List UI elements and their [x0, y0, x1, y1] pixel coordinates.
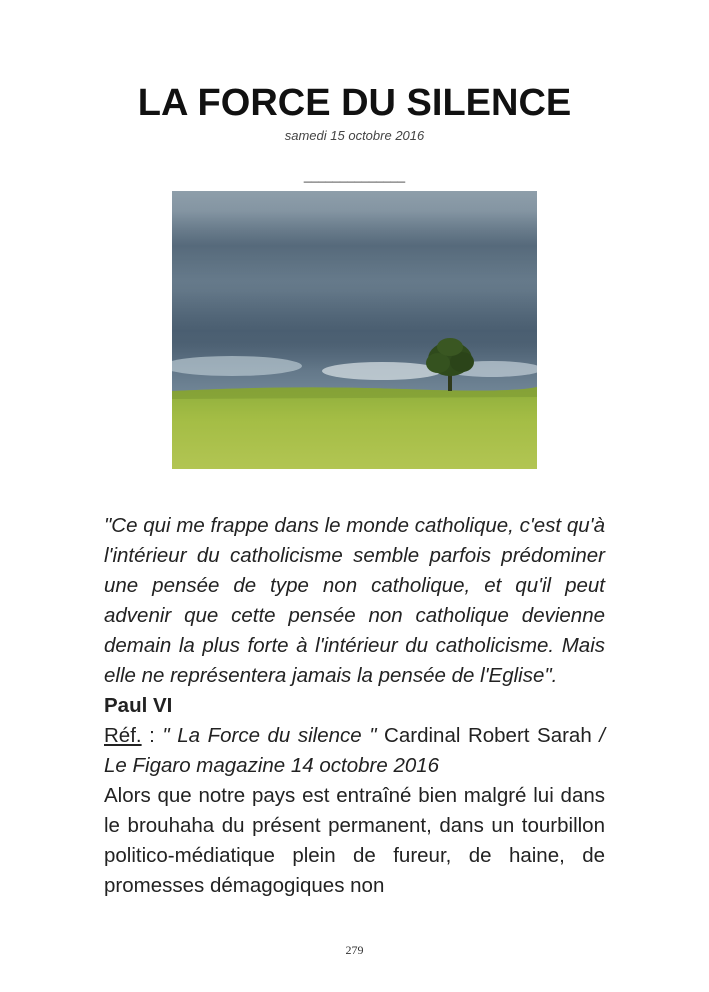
page-number: 279: [345, 943, 364, 957]
page-title: LA FORCE DU SILENCE: [137, 82, 572, 124]
reference-line: [104, 721, 605, 781]
reference-colon: :: [141, 724, 163, 747]
reference-author: Cardinal Robert Sarah: [376, 724, 600, 747]
article-body: [104, 511, 605, 901]
quote-text: "Ce qui me frappe dans le monde catholique, c'est qu'à l'intérieur du catholicisme semble parfois prédominer une pensée de type non catholique, et qu'il peut advenir que cette pensée non catholique devienne demain la plus forte à l'intérieur du catholicisme. Mais elle ne représentera jamais la pensée de l'Eglise".: [104, 514, 605, 687]
body-paragraph: Alors que notre pays est entraîné bien malgré lui dans le brouhaha du présent permanent, dans un tourbillon politico-médiatique plein de fureur, de haine, de promesses démagogiques non: [104, 784, 605, 897]
post-date: samedi 15 octobre 2016: [284, 128, 425, 143]
reference-work: " La Force du silence ": [162, 724, 377, 747]
reference-label: Réf.: [104, 724, 142, 747]
landscape-tree-photo: [172, 191, 537, 469]
quote-author: Paul VI: [104, 694, 173, 717]
reference-source: / Le Figaro magazine 14 octobre 2016: [104, 724, 605, 777]
separator-line: ______________: [303, 168, 406, 183]
